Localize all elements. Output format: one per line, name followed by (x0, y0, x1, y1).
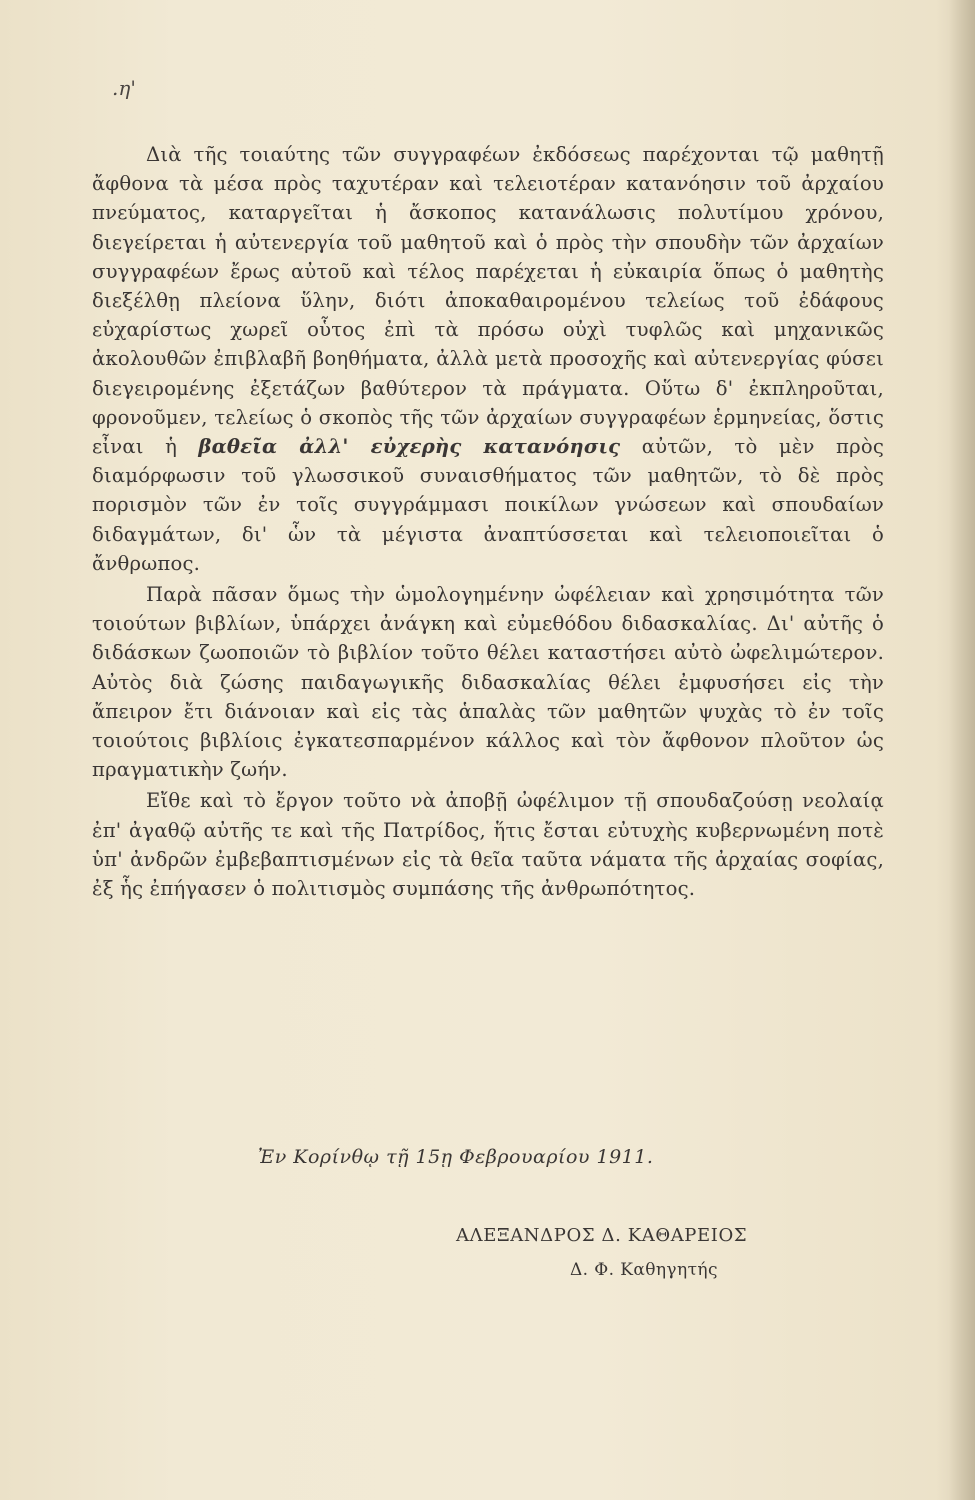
preface-body (92, 140, 884, 903)
paragraph-1-text-after: αὐτῶν, τὸ μὲν πρὸς διαμόρφωσιν τοῦ γλωσσικοῦ συναισθήματος τῶν μαθητῶν, τὸ δὲ πρὸς πορισμὸν τῶν ἐν τοῖς συγγράμμασι ποικίλων γνώσεων καὶ σπουδαίων διδαγμάτων, δι' ὧν τὰ μέγιστα ἀναπτύσσεται καὶ τελειοποιεῖται ὁ ἄνθρωπος. (92, 435, 884, 575)
page-number: .η' (112, 76, 136, 100)
paragraph-2: Παρὰ πᾶσαν ὅμως τὴν ὡμολογημένην ὠφέλειαν καὶ χρησιμότητα τῶν τοιούτων βιβλίων, ὑπάρχει ἀνάγκη καὶ εὐμεθόδου διδασκαλίας. Δι' αὐτῆς ὁ διδάσκων ζωοποιῶν τὸ βιβλίον τοῦτο θέλει καταστήσει αὐτὸ ὠφελιμώτερον. Αὐτὸς διὰ ζώσης παιδαγωγικῆς διδασκαλίας θέλει ἐμφυσήσει εἰς τὴν ἄπειρον ἔτι διάνοιαν καὶ εἰς τὰς ἁπαλὰς τῶν μαθητῶν ψυχὰς τὸ ἐν τοῖς τοιούτοις βιβλίοις ἐγκατεσπαρμένον κάλλος καὶ τὸν ἄφθονον πλοῦτον ὡς πραγματικὴν ζωήν. (92, 583, 884, 782)
paragraph-1 (92, 140, 884, 578)
paragraph-1-text-before: Διὰ τῆς τοιαύτης τῶν συγγραφέων ἐκδόσεως παρέχονται τῷ μαθητῇ ἄφθονα τὰ μέσα πρὸς ταχυτέραν καὶ τελειοτέραν κατανόησιν τοῦ ἀρχαίου πνεύματος, καταργεῖται ἡ ἄσκοπος κατανάλωσις πολυτίμου χρόνου, διεγείρεται ἡ αὐτενεργία τοῦ μαθητοῦ καὶ ὁ πρὸς τὴν σπουδὴν τῶν ἀρχαίων συγγραφέων ἔρως αὐτοῦ καὶ τέλος παρέχεται ἡ εὐκαιρία ὅπως ὁ μαθητὴς διεξέλθῃ πλείονα ὕλην, διότι ἀποκαθαιρομένου τελείως τοῦ ἐδάφους εὐχαρίστως χωρεῖ οὗτος ἐπὶ τὰ πρόσω οὐχὶ τυφλῶς καὶ μηχανικῶς ἀκολουθῶν ἐπιβλαβῆ βοηθήματα, ἀλλὰ μετὰ προσοχῆς καὶ αὐτενεργίας φύσει διεγειρομένης ἐξετάζων βαθύτερον τὰ πράγματα. Οὕτω δ' ἐκπληροῦται, φρονοῦμεν, τελείως ὁ σκοπὸς τῆς τῶν ἀρχαίων συγγραφέων ἑρμηνείας, ὅστις εἶναι ἡ (92, 143, 884, 459)
author-title: Δ. Φ. Καθηγητής (570, 1260, 718, 1280)
paragraph-3: Εἴθε καὶ τὸ ἔργον τοῦτο νὰ ἀποβῇ ὠφέλιμον τῇ σπουδαζούσῃ νεολαίᾳ ἐπ' ἀγαθῷ αὐτῆς τε καὶ τῆς Πατρίδος, ἥτις ἔσται εὐτυχὴς κυβερνωμένη ποτὲ ὑπ' ἀνδρῶν ἐμβεβαπτισμένων εἰς τὰ θεῖα ταῦτα νάματα τῆς ἀρχαίας σοφίας, ἐξ ἧς ἐπήγασεν ὁ πολιτισμὸς συμπάσης τῆς ἀνθρωπότητος. (92, 789, 884, 901)
dateline: Ἐν Κορίνθῳ τῇ 15ῃ Φεβρουαρίου 1911. (258, 1146, 654, 1168)
emphasized-phrase: βαθεῖα ἀλλ' εὐχερὴς κατανόησις (198, 435, 621, 459)
author-name: ΑΛΕΞΑΝΔΡΟΣ Δ. ΚΑΘΑΡΕΙΟΣ (456, 1225, 748, 1246)
page-edge-shadow (949, 0, 975, 1500)
